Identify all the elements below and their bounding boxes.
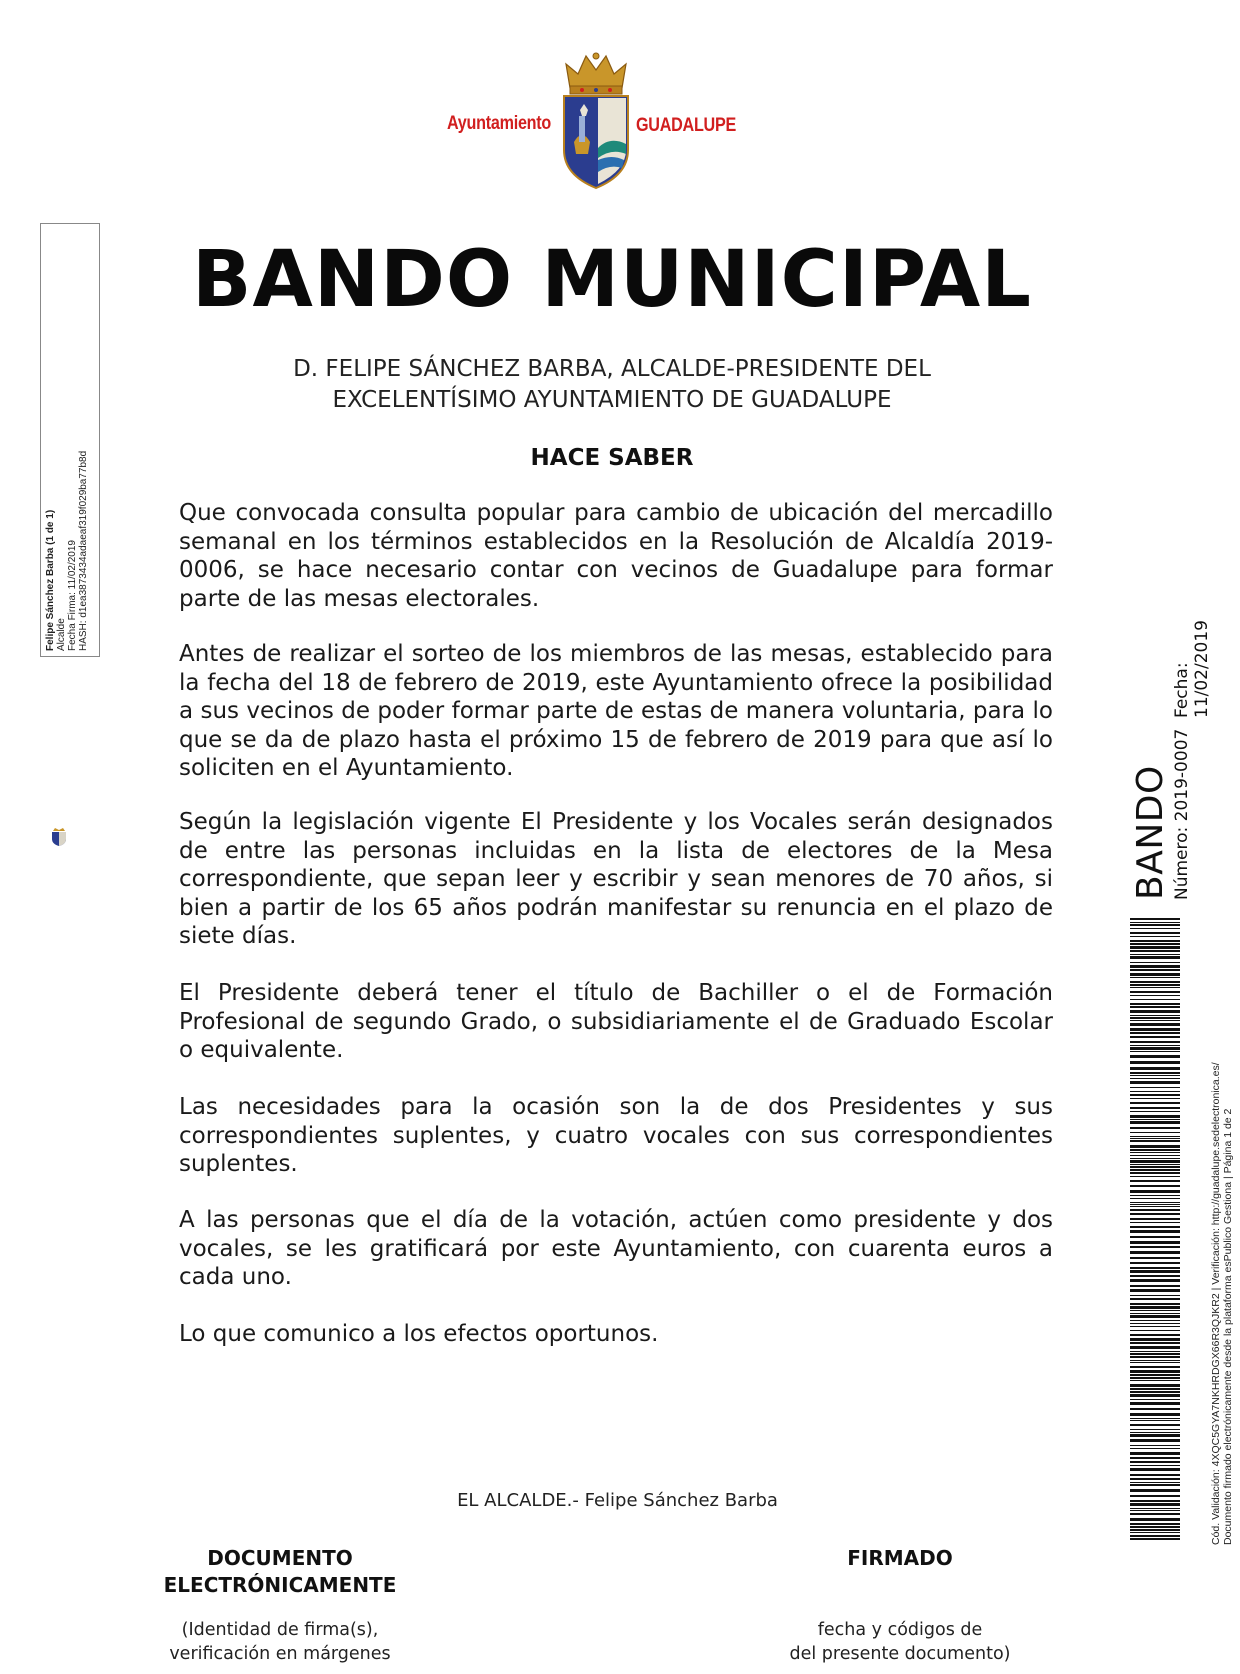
platform-note: Documento firmado electrónicamente desde la plataforma esPublico Gestiona | Página 1 de 2 [1222, 1108, 1234, 1545]
footer-note-right-1: fecha y códigos de [817, 1620, 983, 1640]
barcode-icon [1130, 918, 1180, 1542]
footer-label-left-1: DOCUMENTO [207, 1546, 353, 1570]
signature-date: Fecha Firma: 11/02/2019 [67, 540, 78, 651]
paragraph: Que convocada consulta popular para cambio de ubicación del mercadillo semanal en los términos establecidos en la Resolución de Alcaldía 2019-0006, se hace necesario contar con vecinos de Guadalupe para formar parte de las mesas electorales. [179, 500, 1053, 612]
municipal-logo [430, 50, 810, 190]
section-heading: HACE SABER [530, 445, 694, 471]
document-number: Número: 2019-0007 [1172, 728, 1192, 900]
subtitle-line-2: EXCELENTÍSIMO AYUNTAMIENTO DE GUADALUPE [332, 387, 892, 413]
signer-name: Felipe Sánchez Barba (1 de 1) [45, 509, 56, 651]
subtitle-line-1: D. FELIPE SÁNCHEZ BARBA, ALCALDE-PRESIDENTE DEL [293, 356, 931, 382]
footer-note-left-2: verificación en márgenes [169, 1644, 391, 1664]
footer-note-right-2: del presente documento) [789, 1644, 1011, 1664]
paragraph: Las necesidades para la ocasión son la de dos Presidentes y sus correspondientes suplentes, y cuatro vocales con sus correspondientes suplentes. [179, 1094, 1053, 1177]
footer-label-left [130, 1545, 430, 1599]
logo-text-ayuntamiento: Ayuntamiento [447, 113, 552, 134]
logo-text-guadalupe: GUADALUPE [636, 115, 736, 136]
paragraph: Lo que comunico a los efectos oportunos. [179, 1321, 659, 1347]
footer-label-right: FIRMADO [847, 1546, 953, 1570]
small-crest-icon [49, 827, 69, 847]
signature-stamp-box [40, 223, 100, 657]
footer-note-left-1: (Identidad de firma(s), [181, 1620, 379, 1640]
signature-line: EL ALCALDE.- Felipe Sánchez Barba [457, 1490, 778, 1511]
signature-hash: HASH: d1ea3873434adaeaf319f029ba77b8d [78, 450, 89, 651]
paragraph: El Presidente deberá tener el título de Bachiller o el de Formación Profesional de segundo Grado, o subsidiariamente el de Graduado Escolar o equivalente. [179, 980, 1053, 1063]
footer-note-right [760, 1618, 1040, 1666]
verification-code: Cód. Validación: 4XQC5GYA7NKHRDGX66R3QJKR2 | Verificación: http://guadalupe.sedelectronica.es/ [1210, 1062, 1222, 1545]
document-title: BANDO MUNICIPAL [192, 235, 1032, 325]
verification-info [1210, 985, 1240, 1545]
coat-of-arms-icon [560, 50, 632, 190]
signer-role: Alcalde [56, 618, 67, 651]
paragraph: A las personas que el día de la votación, actúen como presidente y dos vocales, se les gratificará por este Ayuntamiento, con cuarenta euros a cada uno. [179, 1207, 1053, 1290]
paragraph: Según la legislación vigente El Presidente y los Vocales serán designados de entre las personas incluidas en la lista de electores de la Mesa correspondiente, que sepan leer y escribir y sean menores de 70 años, si bien a partir de los 65 años podrán manifestar su renuncia en el plazo de siete días. [179, 809, 1053, 949]
document-date: Fecha: 11/02/2019 [1172, 620, 1212, 718]
footer-label-left-2: ELECTRÓNICAMENTE [163, 1573, 397, 1597]
paragraph: Antes de realizar el sorteo de los miembros de las mesas, establecido para la fecha del 18 de febrero de 2019, este Ayuntamiento ofrece la posibilidad a sus vecinos de poder formar parte de estas de manera voluntaria, para lo que se da de plazo hasta el próximo 15 de febrero de 2019 para que así lo soliciten en el Ayuntamiento. [179, 641, 1053, 781]
signature-stamp-text [45, 231, 101, 651]
footer-note-left [130, 1618, 430, 1666]
document-type-label: BANDO [1130, 765, 1171, 900]
